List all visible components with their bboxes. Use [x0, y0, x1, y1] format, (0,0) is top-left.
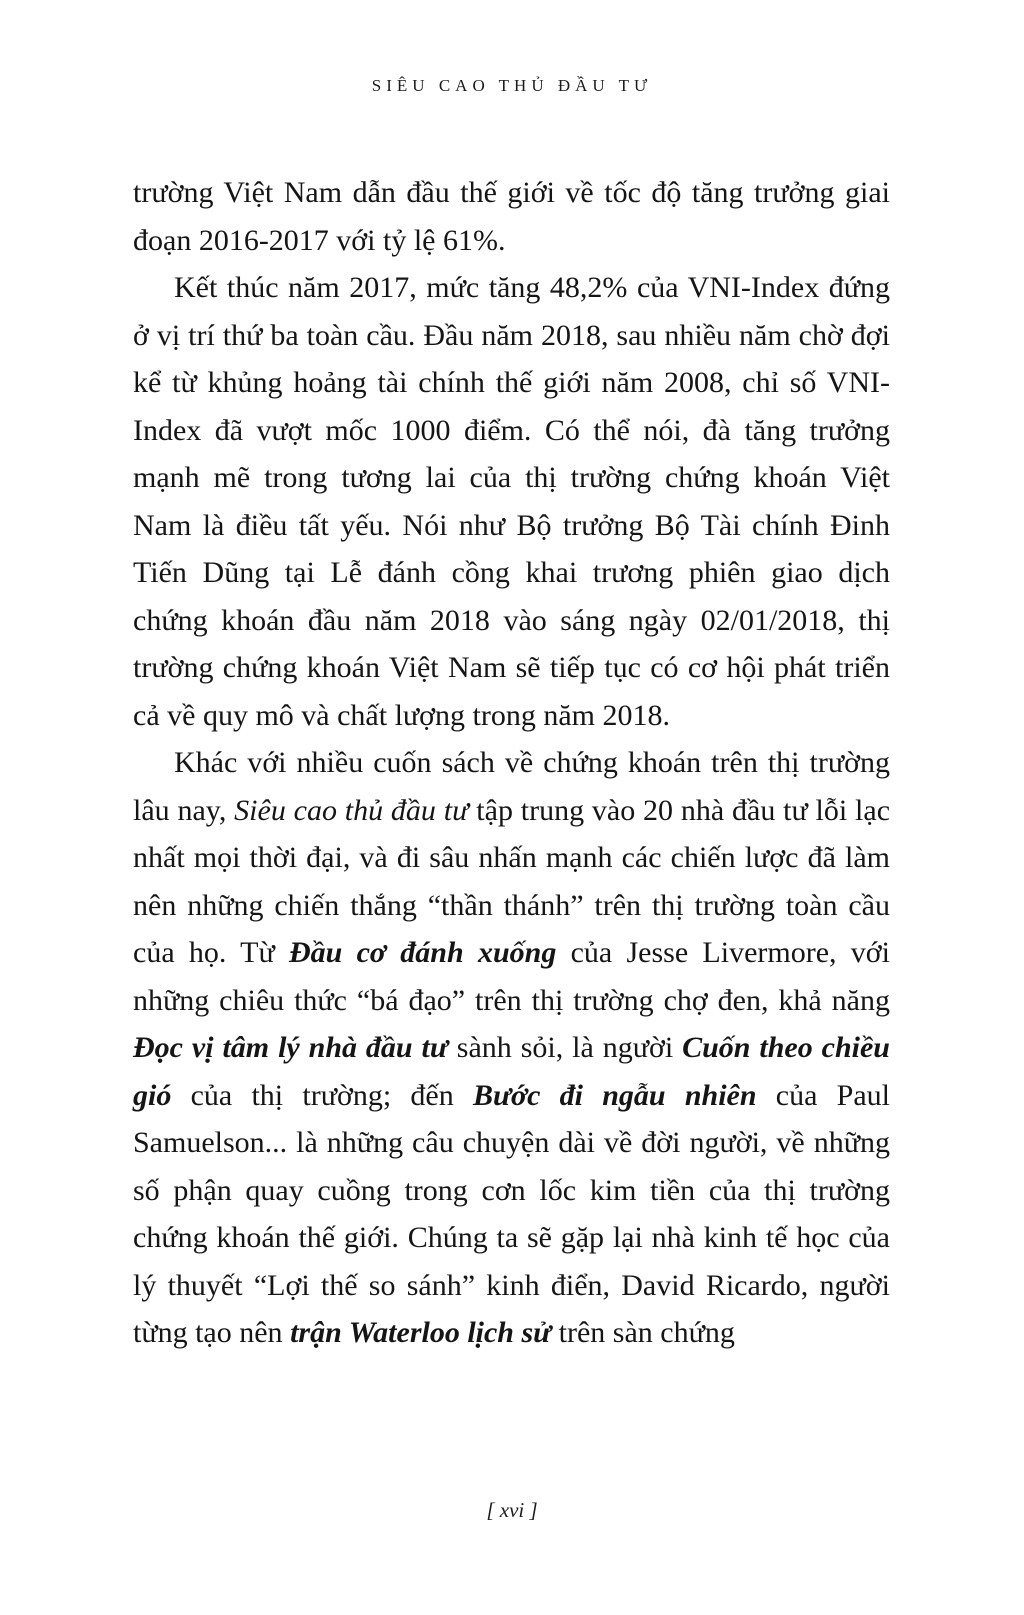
paragraph	[133, 169, 890, 264]
text-segment: của Jesse Livermore, với những chiêu thức “bá đạo” trên thị trường chợ đen, khả năng	[133, 936, 891, 1017]
running-header-title: SIÊU CAO THỦ ĐẦU TƯ	[371, 76, 653, 95]
text-segment: của Paul Samuelson... là những câu chuyện dài về đời người, về những số phận quay cuồng trong cơn lốc kim tiền của thị trường chứng khoán thế giới. Chúng ta sẽ gặp lại nhà kinh tế học của lý thuyết “Lợi thế so sánh” kinh điển, David Ricardo, người từng tạo nên	[133, 1078, 890, 1349]
text-segment: sành sỏi, là người	[447, 1031, 683, 1064]
emphasis-segment: Cuốn theo chiều gió	[133, 1031, 890, 1112]
body-text	[133, 169, 890, 1357]
text-segment: Khác với nhiều cuốn sách về chứng khoán trên thị trường lâu nay,	[133, 746, 890, 827]
text-segment: Kết thúc năm 2017, mức tăng 48,2% của VNI-Index đứng ở vị trí thứ ba toàn cầu. Đầu năm 2018, sau nhiều năm chờ đợi kể từ khủng hoảng tài chính thế giới năm 2008, chỉ số VNI-Index đã vượt mốc 1000 điểm. Có thể nói, đà tăng trưởng mạnh mẽ trong tương lai của thị trường chứng khoán Việt Nam là điều tất yếu. Nói như Bộ trưởng Bộ Tài chính Đinh Tiến Dũng tại Lễ đánh cồng khai trương phiên giao dịch chứng khoán đầu năm 2018 vào sáng ngày 02/01/2018, thị trường chứng khoán Việt Nam sẽ tiếp tục có cơ hội phát triển cả về quy mô và chất lượng trong năm 2018.	[133, 271, 890, 732]
emphasis-segment: Đầu cơ đánh xuống	[289, 936, 557, 969]
page-number: [ xvi ]	[486, 1498, 538, 1522]
paragraph	[133, 739, 890, 1357]
paragraph	[133, 264, 890, 739]
text-segment: của thị trường; đến	[171, 1078, 473, 1112]
emphasis-segment: Đọc vị tâm lý nhà đầu tư	[133, 1031, 448, 1064]
emphasis-segment: Siêu cao thủ đầu tư	[234, 793, 469, 827]
emphasis-segment: trận Waterloo lịch sử	[290, 1316, 552, 1349]
text-segment: trường Việt Nam dẫn đầu thế giới về tốc độ tăng trưởng giai đoạn 2016-2017 với tỷ lệ 61%.	[133, 176, 890, 257]
text-segment: tập trung vào 20 nhà đầu tư lỗi lạc nhất mọi thời đại, và đi sâu nhấn mạnh các chiến lược đã làm nên những chiến thắng “thần thánh” trên thị trường toàn cầu của họ. Từ	[133, 793, 891, 969]
emphasis-segment: Bước đi ngẫu nhiên	[472, 1078, 757, 1112]
text-segment: trên sàn chứng	[551, 1316, 735, 1349]
